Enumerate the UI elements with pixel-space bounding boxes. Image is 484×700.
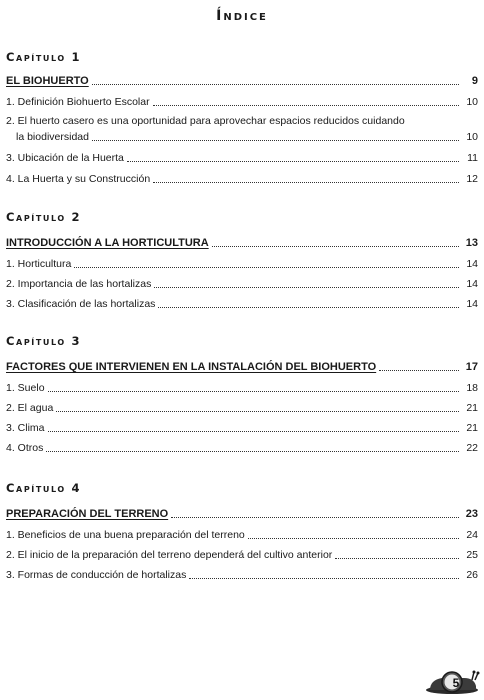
chapter-1-heading: Capítulo 1 [6, 50, 82, 64]
entry-title: 3. Clima [6, 422, 45, 434]
leader-dots [189, 578, 459, 579]
entry-page: 22 [466, 442, 478, 454]
entry-page: 24 [466, 529, 478, 541]
toc-entry-first-line: 2. El huerto casero es una oportunidad para aprovechar espacios reducidos cuidando [6, 115, 405, 127]
entry-title: 4. Otros [6, 442, 44, 454]
leader-dots [335, 558, 459, 559]
leader-dots [153, 182, 459, 183]
leader-dots [248, 538, 459, 539]
entry-title: EL BIOHUERTO [6, 75, 89, 87]
entry-title: 2. El inicio de la preparación del terreno dependerá del cultivo anterior [6, 549, 333, 561]
chapter-4-heading: Capítulo 4 [6, 481, 82, 495]
toc-entry [6, 421, 478, 435]
toc-entry [6, 441, 478, 455]
chapter-4-main-entry [6, 507, 478, 521]
leader-dots [48, 431, 459, 432]
toc-entry [6, 381, 478, 395]
entry-title: FACTORES QUE INTERVIENEN EN LA INSTALACIÓN DEL BIOHUERTO [6, 361, 377, 373]
leader-dots [212, 246, 459, 247]
chapter-3-heading: Capítulo 3 [6, 334, 82, 348]
toc-entry [6, 257, 478, 271]
leader-dots [92, 140, 459, 141]
leader-dots [153, 105, 459, 106]
page-number: 5 [452, 676, 460, 690]
entry-page: 14 [466, 298, 478, 310]
entry-page: 9 [471, 75, 478, 87]
leader-dots [127, 161, 459, 162]
entry-title: la biodiversidad [16, 131, 89, 143]
entry-page: 21 [466, 402, 478, 414]
toc-entry [6, 568, 478, 582]
toc-entry [6, 297, 478, 311]
entry-page: 18 [466, 382, 478, 394]
entry-page: 17 [465, 361, 478, 373]
entry-page: 13 [465, 237, 478, 249]
leader-dots [171, 517, 459, 518]
chapter-3-main-entry [6, 360, 478, 374]
leader-dots [56, 411, 459, 412]
leader-dots [74, 267, 459, 268]
leader-dots [158, 307, 459, 308]
entry-page: 11 [467, 152, 478, 164]
toc-entry [6, 277, 478, 291]
leader-dots [154, 287, 459, 288]
entry-page: 12 [466, 173, 478, 185]
entry-page: 23 [465, 508, 478, 520]
entry-title: 3. Ubicación de la Huerta [6, 152, 124, 164]
leader-dots [92, 84, 459, 85]
toc-entry [6, 95, 478, 109]
toc-entry [6, 528, 478, 542]
entry-title: PREPARACIÓN DEL TERRENO [6, 508, 169, 520]
chapter-2-heading: Capítulo 2 [6, 210, 82, 224]
entry-title: 1. Beneficios de una buena preparación del terreno [6, 529, 245, 541]
entry-title: INTRODUCCIÓN A LA HORTICULTURA [6, 237, 209, 249]
leader-dots [379, 370, 459, 371]
entry-page: 25 [466, 549, 478, 561]
entry-title: 2. Importancia de las hortalizas [6, 278, 152, 290]
entry-page: 14 [466, 258, 478, 270]
toc-entry-continuation [16, 130, 478, 144]
entry-page: 14 [466, 278, 478, 290]
page-title: Índice [216, 8, 268, 24]
entry-page: 10 [466, 96, 478, 108]
chapter-1-main-entry [6, 74, 478, 88]
leader-dots [48, 391, 459, 392]
leader-dots [46, 451, 459, 452]
toc-entry [6, 172, 478, 186]
entry-title: 1. Horticultura [6, 258, 72, 270]
entry-title: 3. Formas de conducción de hortalizas [6, 569, 187, 581]
chapter-2-main-entry [6, 236, 478, 250]
entry-page: 10 [466, 131, 478, 143]
toc-entry [6, 401, 478, 415]
entry-title: 1. Suelo [6, 382, 45, 394]
toc-entry [6, 548, 478, 562]
entry-page: 26 [466, 569, 478, 581]
entry-title: 1. Definición Biohuerto Escolar [6, 96, 150, 108]
entry-page: 21 [466, 422, 478, 434]
toc-entry [6, 151, 478, 165]
entry-title: 4. La Huerta y su Construcción [6, 173, 151, 185]
entry-title: 3. Clasificación de las hortalizas [6, 298, 156, 310]
entry-title: 2. El agua [6, 402, 54, 414]
